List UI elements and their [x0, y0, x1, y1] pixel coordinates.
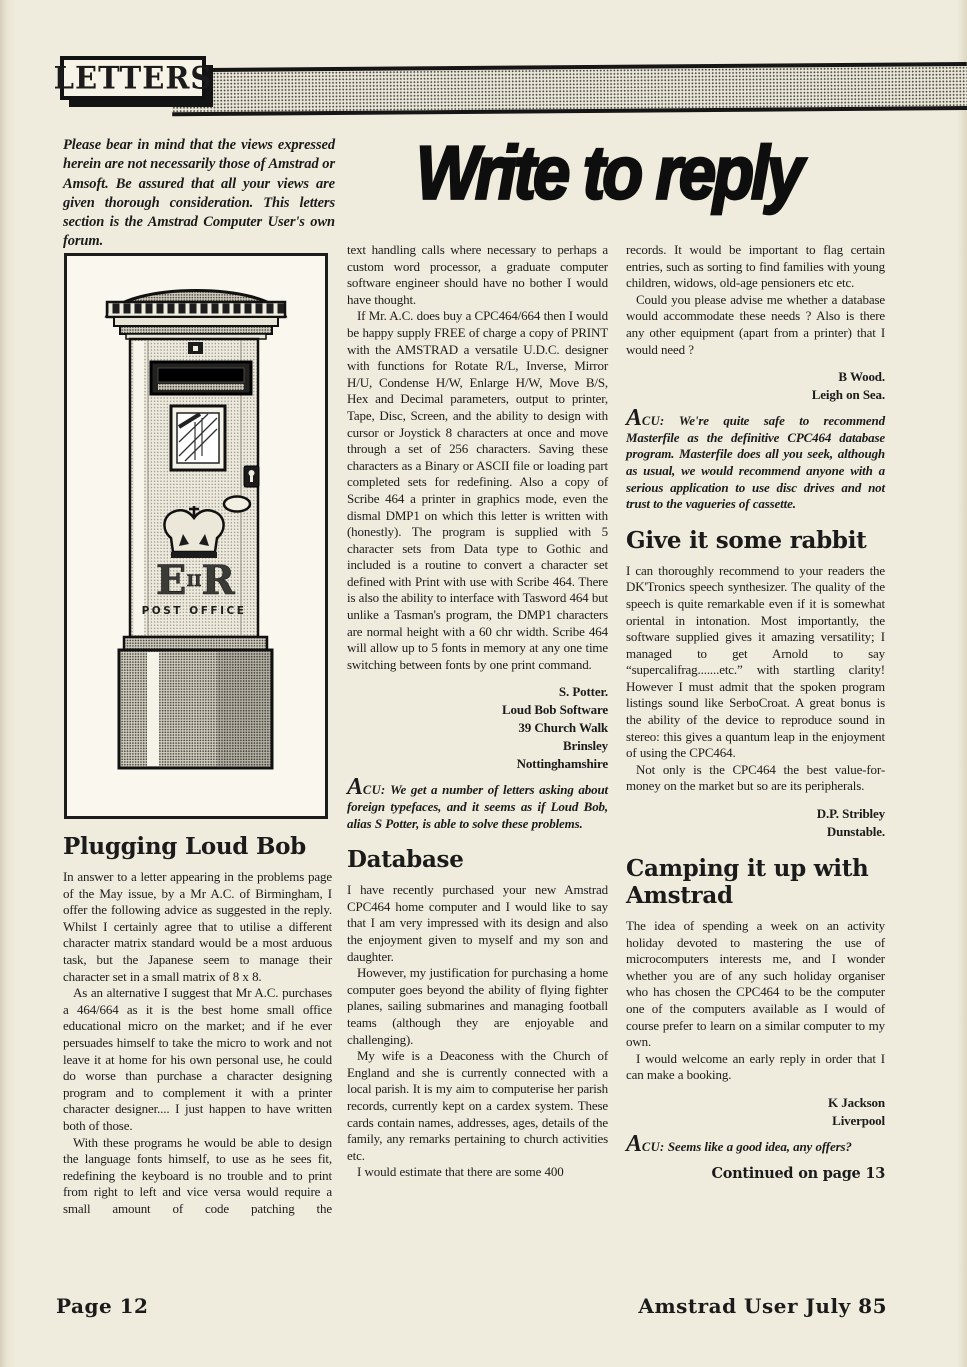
signature-line: Dunstable.	[826, 824, 885, 840]
signature-line: 39 Church Walk	[518, 720, 608, 736]
acu-label: A	[626, 405, 642, 432]
editor-reply-text: We're quite safe to recommend Masterfile as the definitive CPC464 database program. Masterfile does all you seek, although as usual, we would recommend anyone with a serious application to use disc drives and not trust to the vagueries of cassette.	[626, 413, 885, 512]
pillar-box-figure	[64, 253, 328, 819]
section-banner	[53, 56, 213, 100]
letter-signature	[347, 683, 608, 773]
page-edge-shading-left	[0, 0, 16, 1367]
letter-paragraph: text handling calls where necessary to perhaps a custom word processor, a graduate computer software engineer should have no bother I would have thought.	[347, 242, 608, 307]
svg-text:II: II	[186, 571, 202, 590]
postbox-cap	[107, 291, 285, 340]
page-number: Page 12	[56, 1294, 149, 1318]
lock-icon	[244, 466, 259, 487]
letter-paragraph: If Mr. A.C. does buy a CPC464/664 then I would be happy supply FREE of charge a copy of PRINT with the AMSTRAD a versatile U.D.C. designer with functions for Rotate R/L, Inverse, Mirror H/U, Condense H/W, Enlarge H/W, Move B/S, Hex and Decimal parameters, output to printer, Tape, Disc, Screen, and the ability to design with cursor or Joystick 8 characters at once and move through a set of 256 characters. Saving these characters as a Binary or ASCII file or loading part completed sets for redefining. Also a copy of Scribe 464 a printer in graphics mode, even the dismal DMP1 on which this letter is written with (honestly). The program is supplied with 5 character sets from Data type to Gothic and included is a routine to convert a character set defined with Print with use with Scribe 464. There is also the ability to interface with Tasword 464 but unlike a Tasman's program, the DMP1 characters are normal height with a 60 chr width. Scribe 464 will allow up to 5 fonts in memory at any one time switching between fonts by one print command.	[347, 308, 608, 672]
letter-paragraph: I would estimate that there are some 400	[357, 1164, 564, 1180]
magazine-issue: Amstrad User July 85	[638, 1294, 887, 1318]
letter-signature	[626, 805, 885, 841]
postbox-slot	[151, 362, 251, 394]
heading-camping-it-up: Camping it up with Amstrad	[626, 855, 869, 910]
postbox-plate	[188, 342, 203, 354]
letter-paragraph: The idea of spending a week on an activity holiday devoted to mastering the use of microcomputers interests me, and I wonder whether you are of any such holiday organiser who has chosen the CPC464 to be the computer one of the computers available as I would of course prefer to learn on a similar computer to my own.	[626, 918, 885, 1050]
column-right	[626, 242, 885, 1182]
column-middle	[347, 242, 608, 1181]
heading-plugging-loud-bob: Plugging Loud Bob	[63, 833, 306, 860]
postbox-handle	[224, 497, 250, 512]
editorial-disclaimer: Please bear in mind that the views expressed herein are not necessarily those of Amstrad or Amsoft. Be assured that all your views are given thorough consideration. This letters section is the Amstrad Computer User's own forum.	[63, 137, 335, 250]
signature-line: D.P. Stribley	[816, 806, 885, 822]
halftone-header-bar	[172, 62, 967, 116]
notice-window	[171, 406, 225, 470]
acu-label: CU:	[641, 414, 665, 429]
page-headline: Write to reply	[416, 131, 801, 216]
signature-line: B Wood.	[838, 369, 885, 385]
letter-paragraph: I can thoroughly recommend to your readers the DK'Tronics speech synthesizer. The quality of the speech is quite remarkable even if it is somewhat oriental in intonation. Most importantly, the software supplied gives it amazing versatility; I managed to get Arnold to say “supercalifrag.......etc.” with startling clarity! However I must admit that the spoken program listings sound like SerboCroat. A great bonus is the ability of the device to reproduce sound in stereo: this gives a quantum leap in the enjoyment of using the CPC464.	[626, 562, 885, 761]
svg-text:R: R	[201, 557, 235, 604]
heading-database: Database	[347, 846, 464, 874]
signature-line: Nottinghamshire	[516, 756, 608, 772]
continued-notice: Continued on page 13	[711, 1164, 885, 1182]
editor-reply	[347, 774, 608, 832]
acu-label: CU:	[641, 1139, 665, 1154]
post-office-sign: POST OFFICE	[141, 605, 247, 617]
signature-line: K Jackson	[827, 1094, 885, 1110]
letter-paragraph: Could you please advise me whether a database would accommodate these needs ? Also is there any other equipment (apart from a printer) that I would need ?	[626, 291, 885, 357]
signature-line: Brinsley	[562, 738, 608, 754]
signature-line: S. Potter.	[558, 684, 608, 700]
postbox-base	[119, 637, 272, 768]
letter-paragraph: However, my justification for purchasing a home computer goes beyond the ability of flying fighter planes, sailing submarines and managing football teams (although they are enjoyable and challenging).	[347, 965, 608, 1047]
letter-signature	[626, 1094, 885, 1130]
signature-line: Loud Bob Software	[502, 702, 608, 718]
acu-label: A	[626, 1130, 642, 1157]
postbox-illustration	[67, 256, 325, 816]
letter-paragraph: As an alternative I suggest that Mr A.C. purchases a 464/664 as it is the best home small office educational micro on the market; and if he ever persuades himself to take the micro to work and not leave it at home for his own personal use, he could do worse than purchase a character designing program and to complement it with a printer character designer.... I just happen to have written both of those.	[63, 985, 332, 1133]
heading-give-it-some-rabbit: Give it some rabbit	[626, 526, 867, 554]
letter-paragraph: In answer to a letter appearing in the problems page of the May issue, by a Mr A.C. of Birmingham, I offer the following advice as suggested in the reply. Whilst I certainly agree that to utilise a different character matrix standard would be a most arduous task, but the Japanese seem to manage their character set in a small matrix of 8 x 8.	[63, 869, 332, 984]
editor-reply-text: We get a number of letters asking about foreign typefaces, and it seems as if Loud Bob, alias S Potter, is able to solve these problems.	[347, 782, 608, 831]
letter-paragraph: My wife is a Deaconess with the Church of England and she is currently connected with a local parish. It is my aim to computerise her parish records, currently kept on a cardex system. These cards contain names, addresses, ages, details of the family, any remarks pertaining to church activities etc.	[347, 1048, 608, 1163]
letter-paragraph: Not only is the CPC464 the best value-for-money on the market but so are its peripherals.	[626, 761, 885, 794]
signature-line: Liverpool	[832, 1112, 885, 1128]
crown-icon	[164, 506, 223, 558]
section-label: LETTERS	[53, 59, 213, 96]
letter-paragraph: I would welcome an early reply in order that I can make a booking.	[626, 1050, 885, 1083]
editor-reply-text: Seems like a good idea, any offers?	[667, 1138, 852, 1154]
acu-label: A	[347, 774, 363, 801]
letter-paragraph: With these programs he would be able to design the language fonts himself, to use as he sees fit, redefining the keyboard is no trouble and to print from right to left and vice versa would require a small amount of code patching the	[63, 1134, 332, 1216]
column-left	[63, 245, 332, 1217]
svg-text:E: E	[155, 557, 187, 604]
acu-label: CU:	[362, 783, 386, 798]
letter-signature	[626, 368, 885, 404]
editor-reply	[626, 1130, 885, 1157]
letter-paragraph: records. It would be important to flag certain entries, such as sorting to find families with young children, widows, old-age pensioners etc etc.	[626, 242, 885, 291]
signature-line: Leigh on Sea.	[811, 387, 885, 403]
letter-paragraph: I have recently purchased your new Amstrad CPC464 home computer and I would like to say that I am very impressed with its design and also the enjoyment given to myself and my son and daughter.	[347, 882, 608, 964]
editor-reply	[626, 405, 885, 513]
page-edge-shading-right	[957, 0, 967, 1367]
